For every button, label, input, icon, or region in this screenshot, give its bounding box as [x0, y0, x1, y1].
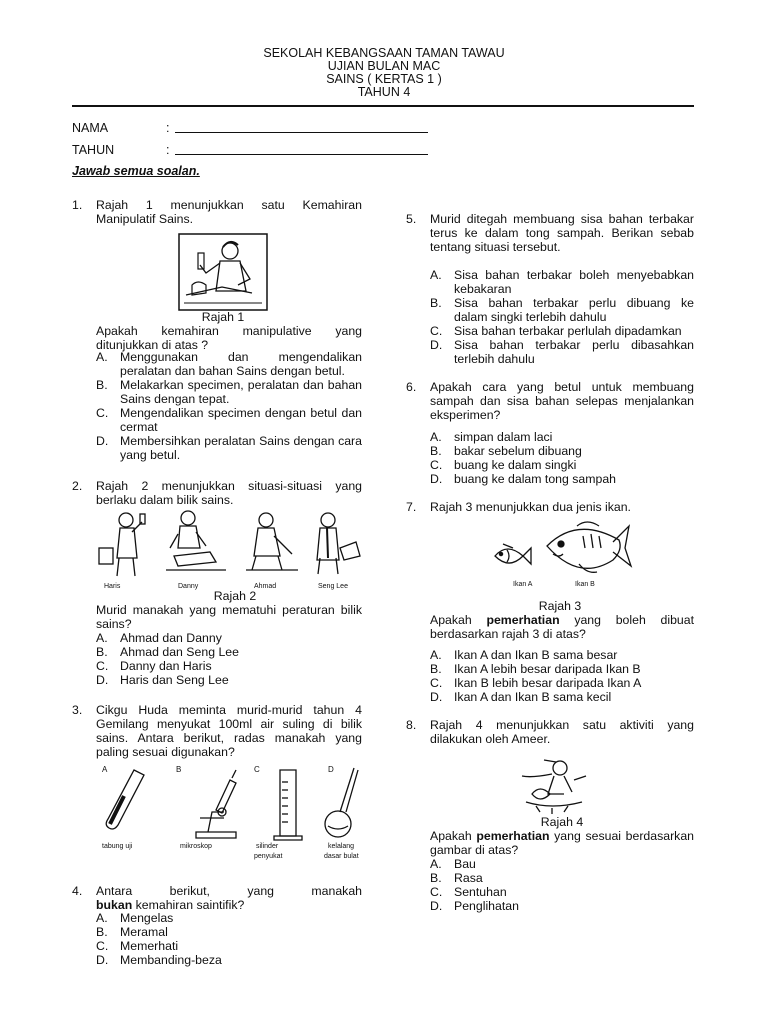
answer-option[interactable] [430, 324, 694, 338]
option-text: Memerhati [120, 939, 179, 953]
option-text: Rasa [454, 871, 483, 885]
seng-lee-figure [317, 513, 360, 574]
answer-option[interactable] [430, 338, 694, 366]
figure-2-caption: Rajah 2 [213, 589, 257, 603]
option-text: Penglihatan [454, 899, 519, 913]
answer-option[interactable] [430, 857, 694, 871]
answer-option[interactable] [96, 673, 362, 687]
question-8-options [430, 857, 694, 913]
option-letter: A. [96, 350, 108, 364]
answer-option[interactable] [430, 268, 694, 296]
option-letter: C. [430, 458, 443, 472]
prompt-pre: Apakah [430, 829, 472, 843]
question-text: Cikgu Huda meminta murid-murid tahun 4 Gemilang menyukat 100ml air suling di bilik sains. Antara berikut, radas manakah yang paling sesuai digunakan? [96, 703, 362, 759]
option-letter: A. [430, 648, 442, 662]
question-text: Rajah 2 menunjukkan situasi-situasi yang berlaku dalam bilik sains. [96, 479, 362, 507]
answer-option[interactable] [96, 939, 362, 953]
round-bottom-flask-icon [325, 768, 358, 837]
question-number: 7. [406, 500, 417, 514]
school-name: SEKOLAH KEBANGSAAN TAMAN TAWAU [263, 46, 505, 60]
question-7-options [430, 648, 694, 704]
option-text: buang ke dalam tong sampah [454, 472, 617, 486]
answer-option[interactable] [430, 458, 694, 472]
question-text: Murid ditegah membuang sisa bahan terbakar terus ke dalam tong sampah. Berikan sebab tentang situasi tersebut. [430, 212, 694, 254]
question-text: Rajah 1 menunjukkan satu Kemahiran Manipulatif Sains. [96, 198, 362, 226]
measuring-cylinder-label-2: penyukat [254, 853, 283, 860]
prompt-bold: pemerhatian [486, 613, 560, 627]
option-text: Ikan A lebih besar daripada Ikan B [454, 662, 641, 676]
option-b-letter: B [176, 765, 182, 774]
question-text: Rajah 3 menunjukkan dua jenis ikan. [430, 500, 631, 514]
option-letter: A. [96, 631, 108, 645]
figure-4-caption: Rajah 4 [540, 815, 584, 829]
option-letter: C. [430, 324, 443, 338]
scientist-lab-image [178, 233, 268, 311]
danny-label: Danny [178, 583, 199, 590]
option-letter: D. [96, 434, 109, 448]
test-tube-label: tabung uji [102, 843, 133, 850]
option-letter: C. [96, 659, 109, 673]
question-number: 5. [406, 212, 417, 226]
fish-comparison-image [485, 514, 635, 590]
question-5-options [430, 268, 694, 366]
ahmad-label: Ahmad [254, 583, 277, 590]
question-number: 8. [406, 718, 417, 732]
measuring-cylinder-label-1: silinder [256, 843, 279, 850]
answer-option[interactable] [96, 645, 362, 659]
question-number: 4. [72, 884, 83, 898]
fish-b-icon [547, 522, 631, 572]
option-text: simpan dalam laci [454, 430, 553, 444]
option-text: Haris dan Seng Lee [120, 673, 229, 687]
answer-option[interactable] [430, 296, 694, 324]
flask-label-2: dasar bulat [324, 853, 359, 860]
microscope-label: mikroskop [180, 843, 212, 850]
option-letter: A. [430, 268, 442, 282]
answer-option[interactable] [430, 899, 694, 913]
question-text-bold: bukan [96, 898, 133, 912]
microscope-icon [196, 770, 236, 838]
answer-option[interactable] [96, 953, 362, 967]
option-letter: B. [430, 662, 442, 676]
fish-a-icon [495, 544, 531, 564]
option-letter: B. [96, 925, 108, 939]
answer-option[interactable] [96, 378, 362, 406]
answer-option[interactable] [430, 676, 694, 690]
option-letter: A. [430, 430, 442, 444]
answer-option[interactable] [430, 871, 694, 885]
header-divider [72, 105, 694, 107]
question-text: Apakah cara yang betul untuk membuang sampah dan sisa bahan selepas menjalankan eksperimen? [430, 380, 694, 422]
option-letter: B. [96, 645, 108, 659]
danny-figure [166, 511, 226, 570]
answer-option[interactable] [96, 350, 362, 378]
option-text: Ahmad dan Seng Lee [120, 645, 239, 659]
option-letter: B. [96, 378, 108, 392]
prompt-post: yang boleh dibuat berdasarkan rajah 3 di atas? [430, 613, 695, 641]
option-letter: C. [430, 676, 443, 690]
fish-a-label: Ikan A [513, 581, 533, 588]
option-text: Meramal [120, 925, 168, 939]
question-prompt: Apakah kemahiran manipulative yang ditunjukkan di atas ? [96, 324, 362, 352]
answer-option[interactable] [430, 648, 694, 662]
answer-option[interactable] [96, 911, 362, 925]
question-text [96, 884, 362, 912]
question-4-options [96, 911, 362, 967]
answer-option[interactable] [430, 430, 694, 444]
option-letter: C. [430, 885, 443, 899]
answer-option[interactable] [430, 662, 694, 676]
question-2-options [96, 631, 362, 687]
question-prompt [430, 613, 694, 641]
question-1-options [96, 350, 362, 462]
answer-option[interactable] [96, 434, 362, 462]
option-text: Ahmad dan Danny [120, 631, 222, 645]
answer-option[interactable] [96, 925, 362, 939]
ahmad-figure [246, 513, 298, 570]
question-number: 3. [72, 703, 83, 717]
name-colon: : [166, 121, 170, 135]
option-letter: B. [430, 444, 442, 458]
apparatus-image [96, 762, 366, 862]
option-text: Ikan B lebih besar daripada Ikan A [454, 676, 642, 690]
option-letter: B. [430, 296, 442, 310]
test-tube-icon [106, 770, 144, 829]
paper-title: SAINS ( KERTAS 1 ) [326, 72, 442, 86]
answer-option[interactable] [96, 631, 362, 645]
prompt-post: yang sesuai berdasarkan gambar di atas? [430, 829, 695, 857]
prompt-bold: pemerhatian [476, 829, 550, 843]
question-number: 6. [406, 380, 417, 394]
option-text: Ikan A dan Ikan B sama kecil [454, 690, 612, 704]
option-text: Sentuhan [454, 885, 507, 899]
option-letter: A. [96, 911, 108, 925]
haris-figure [99, 513, 145, 576]
answer-option[interactable] [430, 444, 694, 458]
option-letter: D. [430, 472, 443, 486]
prompt-pre: Apakah [430, 613, 472, 627]
option-text: Sisa bahan terbakar perlulah dipadamkan [454, 324, 682, 338]
answer-option[interactable] [430, 885, 694, 899]
question-text-post: kemahiran saintifik? [135, 898, 245, 912]
option-text: Membersihkan peralatan Sains dengan cara yang betul. [120, 434, 362, 462]
option-letter: C. [96, 406, 109, 420]
option-text: Mengendalikan specimen dengan betul dan cermat [120, 406, 362, 434]
figure-3-caption: Rajah 3 [538, 599, 582, 613]
option-letter: C. [96, 939, 109, 953]
year-blank-line[interactable] [175, 154, 428, 155]
seng-lee-label: Seng Lee [318, 583, 348, 590]
question-number: 2. [72, 479, 83, 493]
year-colon: : [166, 143, 170, 157]
option-text: Ikan A dan Ikan B sama besar [454, 648, 618, 662]
exam-header [0, 47, 768, 99]
measuring-cylinder-icon [274, 770, 302, 840]
ameer-activity-image [512, 756, 596, 814]
question-text-pre: Antara berikut, yang manakah [96, 884, 362, 898]
option-text: buang ke dalam singki [454, 458, 577, 472]
question-number: 1. [72, 198, 83, 212]
option-c-letter: C [254, 765, 260, 774]
option-text: Melakarkan specimen, peralatan dan bahan Sains dengan tepat. [120, 378, 362, 406]
option-letter: B. [430, 871, 442, 885]
option-letter: D. [430, 899, 443, 913]
option-d-letter: D [328, 765, 334, 774]
option-text: Danny dan Haris [120, 659, 212, 673]
answer-option[interactable] [96, 406, 362, 434]
question-text: Rajah 4 menunjukkan satu aktiviti yang dilakukan oleh Ameer. [430, 718, 694, 746]
option-text: Mengelas [120, 911, 174, 925]
option-text: Menggunakan dan mengendalikan peralatan dan bahan Sains dengan betul. [120, 350, 362, 378]
option-a-letter: A [102, 765, 108, 774]
option-letter: A. [430, 857, 442, 871]
answer-option[interactable] [96, 659, 362, 673]
option-text: Sisa bahan terbakar boleh menyebabkan kebakaran [454, 268, 694, 296]
year-label: TAHUN [72, 143, 115, 157]
question-prompt: Murid manakah yang mematuhi peraturan bilik sains? [96, 603, 362, 631]
answer-option[interactable] [430, 472, 694, 486]
haris-label: Haris [104, 583, 121, 590]
option-text: bakar sebelum dibuang [454, 444, 582, 458]
question-6-options [430, 430, 694, 486]
lab-situations-image [96, 508, 364, 592]
option-letter: D. [96, 953, 109, 967]
year-title: TAHUN 4 [357, 85, 411, 99]
option-text: Sisa bahan terbakar perlu dibuang ke dalam singki terlebih dahulu [454, 296, 694, 324]
option-text: Membanding-beza [120, 953, 222, 967]
name-label: NAMA [72, 121, 109, 135]
instruction: Jawab semua soalan. [72, 164, 200, 178]
name-blank-line[interactable] [175, 132, 428, 133]
option-letter: D. [430, 690, 443, 704]
answer-option[interactable] [430, 690, 694, 704]
option-letter: D. [430, 338, 443, 352]
exam-title: UJIAN BULAN MAC [327, 59, 441, 73]
option-text: Bau [454, 857, 476, 871]
figure-1-caption: Rajah 1 [201, 310, 245, 324]
fish-b-label: Ikan B [575, 581, 595, 588]
question-prompt [430, 829, 694, 857]
option-letter: D. [96, 673, 109, 687]
flask-label-1: kelalang [328, 843, 355, 850]
option-text: Sisa bahan terbakar perlu dibasahkan terlebih dahulu [454, 338, 694, 366]
